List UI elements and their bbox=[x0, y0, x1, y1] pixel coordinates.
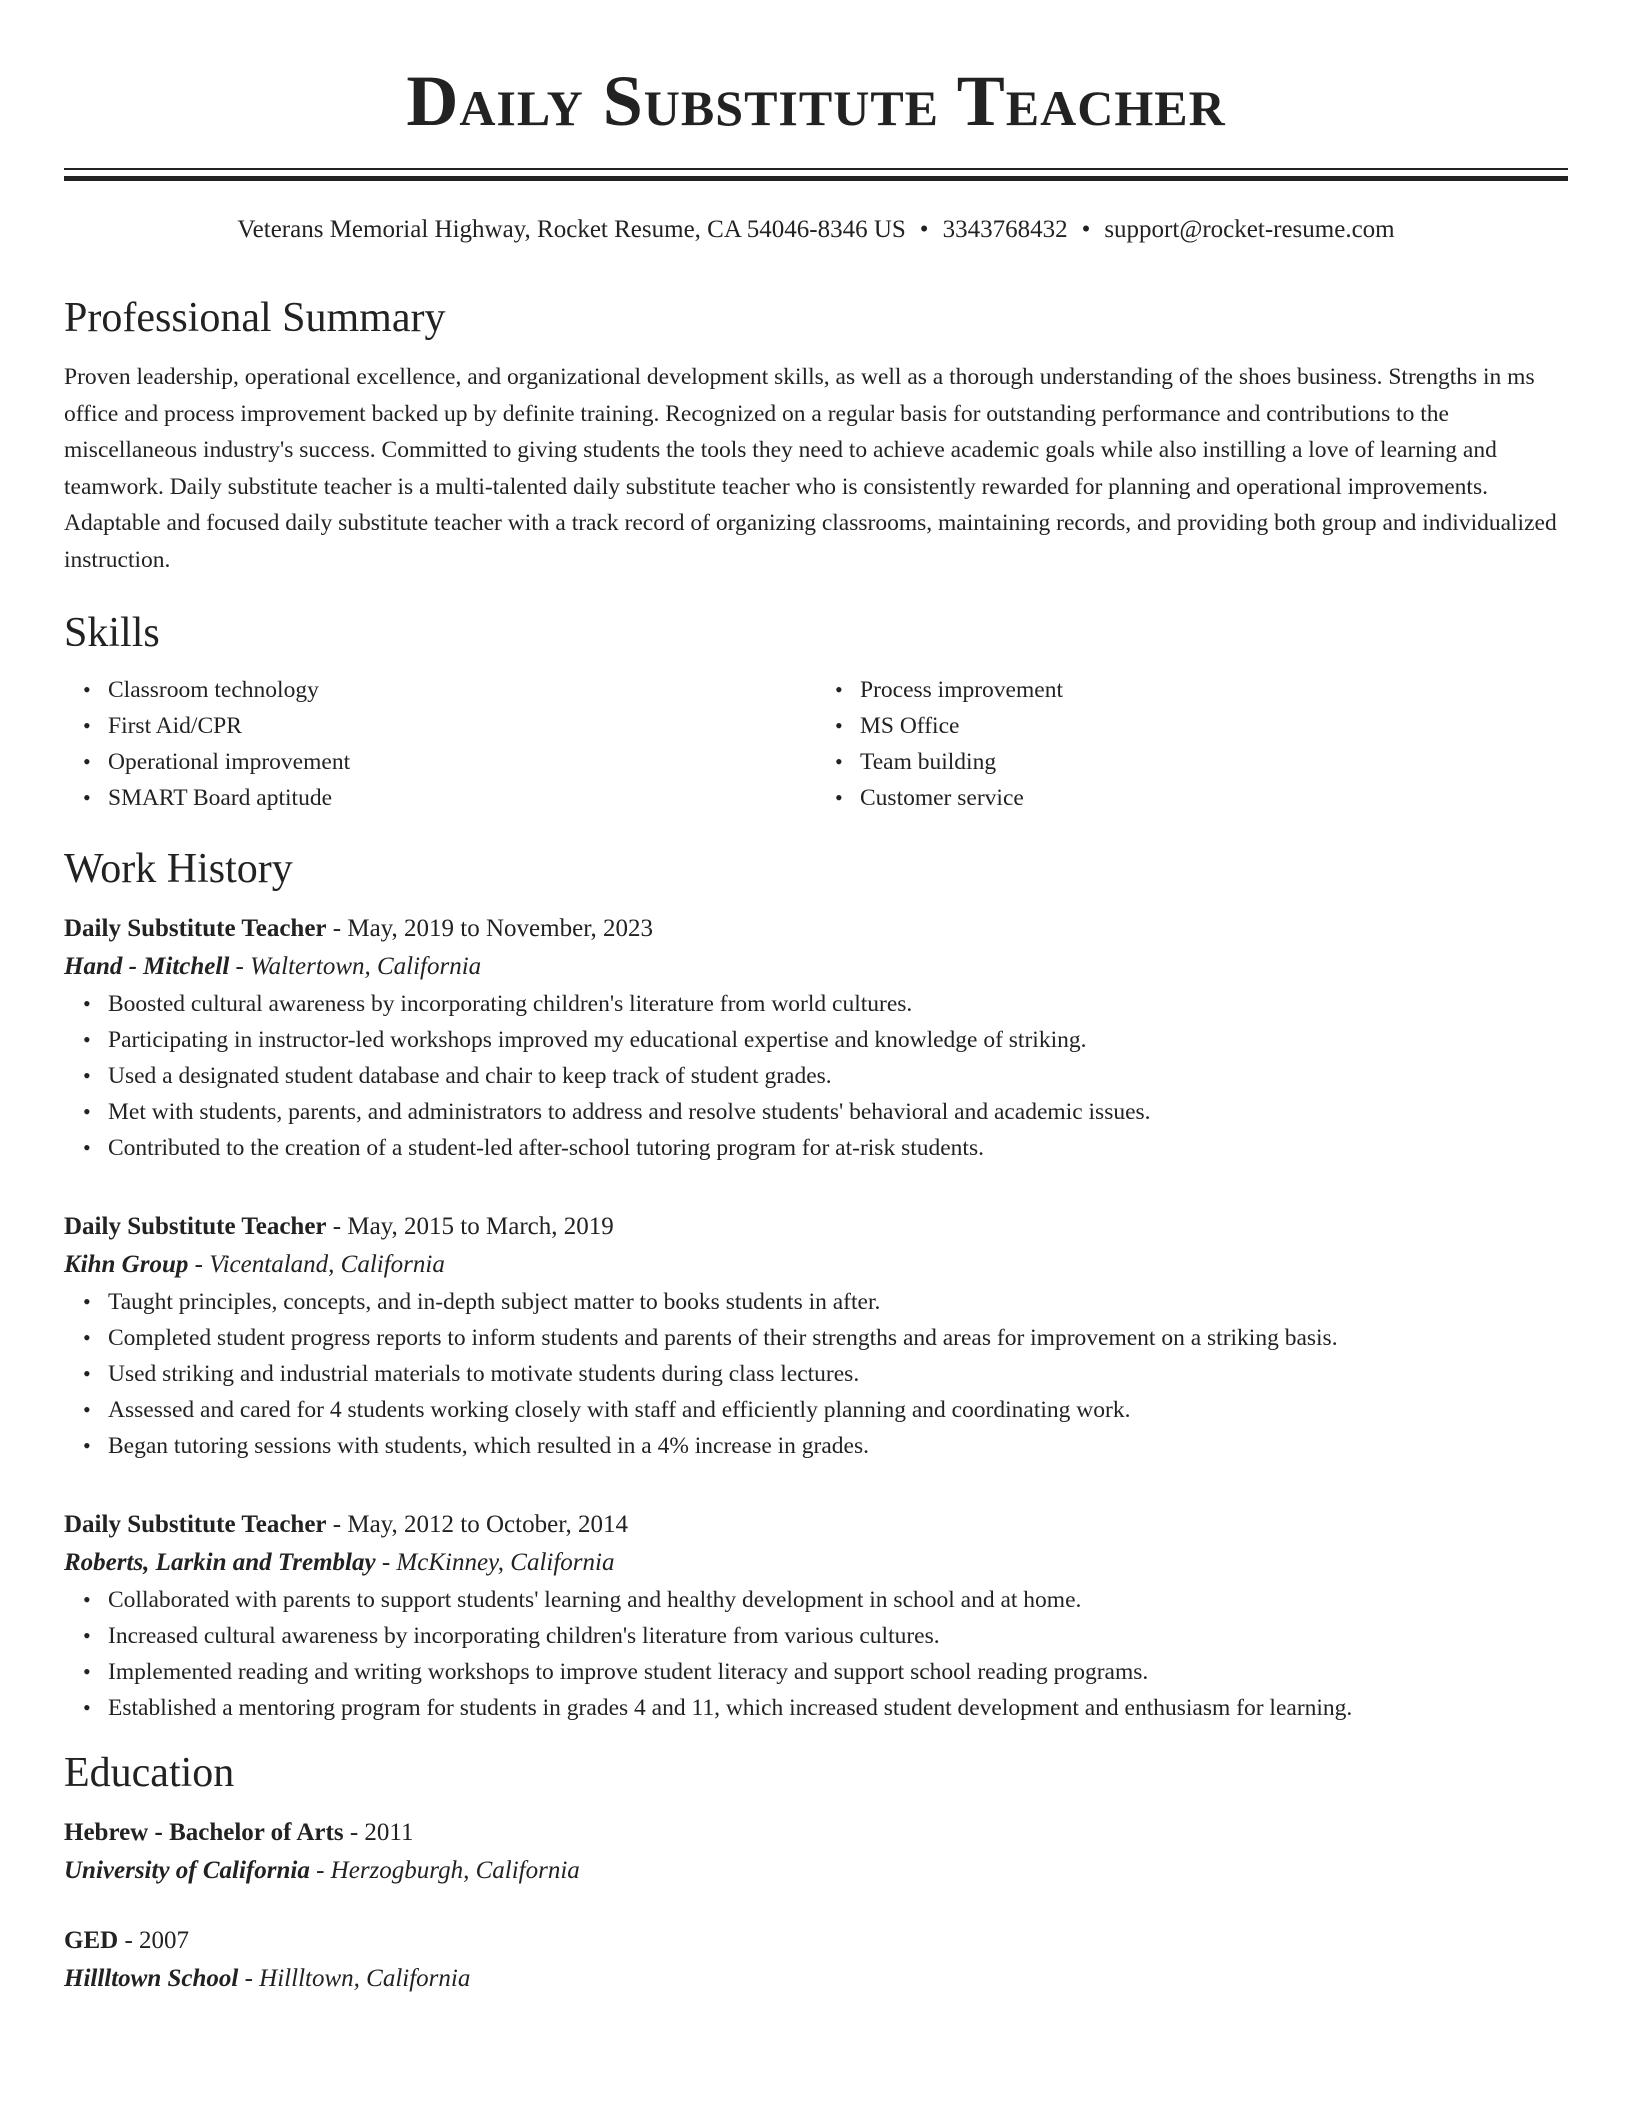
company-location: - Vicentaland, California bbox=[188, 1251, 445, 1278]
education-location: - Herzogburgh, California bbox=[309, 1857, 580, 1884]
header-double-rule bbox=[64, 168, 1568, 181]
company-location: - Waltertown, California bbox=[229, 953, 482, 980]
job-bullet: • Increased cultural awareness by incorporating children's literature from various cultures. bbox=[108, 1618, 1568, 1654]
contact-line bbox=[64, 213, 1568, 247]
skill-item: • Classroom technology bbox=[108, 672, 816, 708]
company-name: Hand - Mitchell bbox=[64, 953, 230, 980]
job-title: Daily Substitute Teacher bbox=[64, 1213, 327, 1240]
job-bullet: • Boosted cultural awareness by incorporating children's literature from world cultures. bbox=[108, 986, 1568, 1022]
contact-separator: • bbox=[919, 216, 929, 243]
contact-separator: • bbox=[1081, 216, 1091, 243]
company-line bbox=[64, 1544, 1568, 1582]
education-degree-line bbox=[64, 1922, 1568, 1960]
education-year: - 2011 bbox=[343, 1819, 414, 1846]
company-line bbox=[64, 948, 1568, 986]
contact-phone: 3343768432 bbox=[942, 216, 1068, 243]
skill-item: • Customer service bbox=[860, 780, 1568, 816]
job-bullets bbox=[64, 1582, 1568, 1726]
job-bullet: • Began tutoring sessions with students, which resulted in a 4% increase in grades. bbox=[108, 1428, 1568, 1464]
education-entry bbox=[64, 1814, 1568, 1890]
job-bullet: • Assessed and cared for 4 students working closely with staff and efficiently planning and coordinating work. bbox=[108, 1392, 1568, 1428]
company-location: - McKinney, California bbox=[375, 1549, 615, 1576]
contact-email[interactable]: support@rocket-resume.com bbox=[1104, 216, 1395, 243]
company-line bbox=[64, 1246, 1568, 1284]
education-heading: Education bbox=[64, 1750, 235, 1796]
skills-column-left bbox=[64, 672, 816, 816]
skill-item: • SMART Board aptitude bbox=[108, 780, 816, 816]
job-bullet: • Participating in instructor-led workshops improved my educational expertise and knowledge of striking. bbox=[108, 1022, 1568, 1058]
job-bullet: • Used a designated student database and chair to keep track of student grades. bbox=[108, 1058, 1568, 1094]
job-entry bbox=[64, 910, 1568, 1166]
company-name: Roberts, Larkin and Tremblay bbox=[64, 1549, 376, 1576]
job-title: Daily Substitute Teacher bbox=[64, 1511, 327, 1538]
education-location: - Hillltown, California bbox=[238, 1965, 471, 1992]
job-bullets bbox=[64, 1284, 1568, 1464]
job-bullet: • Established a mentoring program for students in grades 4 and 11, which increased student development and enthusiasm for learning. bbox=[108, 1690, 1568, 1726]
skills-grid bbox=[64, 672, 1568, 816]
job-bullets bbox=[64, 986, 1568, 1166]
education-school-line bbox=[64, 1960, 1568, 1998]
job-dates: - May, 2012 to October, 2014 bbox=[326, 1511, 629, 1538]
job-title: Daily Substitute Teacher bbox=[64, 915, 327, 942]
work-history-heading: Work History bbox=[64, 846, 293, 892]
education-entry bbox=[64, 1922, 1568, 1998]
summary-heading: Professional Summary bbox=[64, 295, 446, 341]
job-entry bbox=[64, 1208, 1568, 1464]
education-degree: Hebrew - Bachelor of Arts bbox=[64, 1819, 344, 1846]
education-school: University of California bbox=[64, 1857, 310, 1884]
company-name: Kihn Group bbox=[64, 1251, 189, 1278]
job-bullet: • Contributed to the creation of a student-led after-school tutoring program for at-risk students. bbox=[108, 1130, 1568, 1166]
skill-item: • Process improvement bbox=[860, 672, 1568, 708]
job-entry bbox=[64, 1506, 1568, 1726]
summary-text: Proven leadership, operational excellence, and organizational development skills, as well as a thorough understanding of the shoes business. Strengths in ms office and process improvement backed up by definite training. Recognized on a regular basis for outstanding performance and contributions to the miscellaneous industry's success. Committed to giving students the tools they need to achieve academic goals while also instilling a love of learning and teamwork. Daily substitute teacher is a multi-talented daily substitute teacher who is consistently rewarded for planning and operational improvements. Adaptable and focused daily substitute teacher with a track record of organizing classrooms, maintaining records, and providing both group and individualized instruction. bbox=[64, 364, 1557, 573]
skills-heading: Skills bbox=[64, 610, 160, 656]
skill-item: • Team building bbox=[860, 744, 1568, 780]
education-degree-line bbox=[64, 1814, 1568, 1852]
contact-address: Veterans Memorial Highway, Rocket Resume, CA 54046-8346 US bbox=[237, 216, 906, 243]
job-bullet: • Implemented reading and writing workshops to improve student literacy and support school reading programs. bbox=[108, 1654, 1568, 1690]
job-title-line bbox=[64, 1208, 1568, 1246]
education-school-line bbox=[64, 1852, 1568, 1890]
job-bullet: • Met with students, parents, and administrators to address and resolve students' behavioral and academic issues. bbox=[108, 1094, 1568, 1130]
job-bullet: • Taught principles, concepts, and in-depth subject matter to books students in after. bbox=[108, 1284, 1568, 1320]
skills-column-right bbox=[816, 672, 1568, 816]
skill-item: • MS Office bbox=[860, 708, 1568, 744]
education-year: - 2007 bbox=[118, 1927, 190, 1954]
education-school: Hillltown School bbox=[64, 1965, 239, 1992]
job-bullet: • Completed student progress reports to inform students and parents of their strengths and areas for improvement on a striking basis. bbox=[108, 1320, 1568, 1356]
resume-title: Daily Substitute Teacher bbox=[406, 61, 1226, 141]
job-dates: - May, 2019 to November, 2023 bbox=[326, 915, 654, 942]
skill-item: • First Aid/CPR bbox=[108, 708, 816, 744]
job-dates: - May, 2015 to March, 2019 bbox=[326, 1213, 614, 1240]
job-bullet: • Collaborated with parents to support students' learning and healthy development in school and at home. bbox=[108, 1582, 1568, 1618]
job-title-line bbox=[64, 1506, 1568, 1544]
education-degree: GED bbox=[64, 1927, 119, 1954]
job-title-line bbox=[64, 910, 1568, 948]
header-rule-thick bbox=[64, 176, 1568, 181]
job-bullet: • Used striking and industrial materials to motivate students during class lectures. bbox=[108, 1356, 1568, 1392]
skill-item: • Operational improvement bbox=[108, 744, 816, 780]
